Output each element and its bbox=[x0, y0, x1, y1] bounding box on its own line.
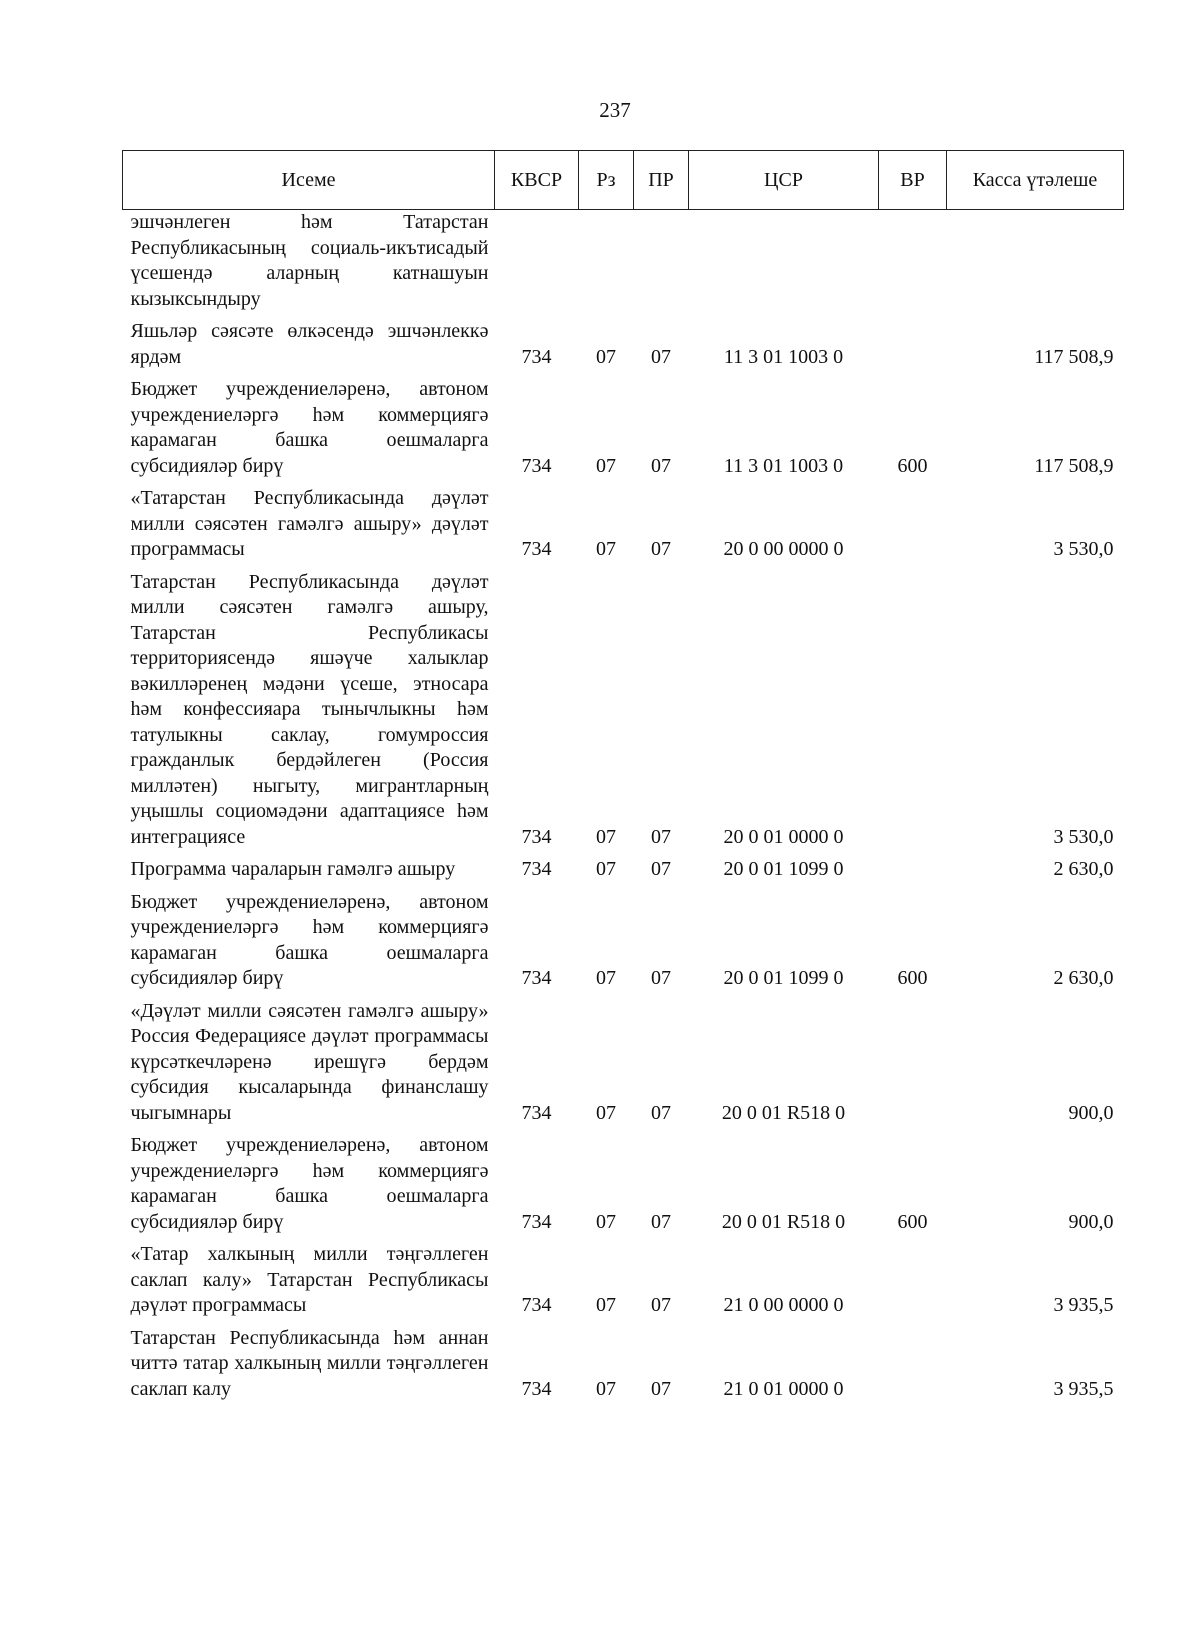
row-vr bbox=[879, 566, 947, 854]
row-pr bbox=[634, 210, 689, 316]
row-csr bbox=[689, 210, 879, 316]
header-csr: ЦСР bbox=[689, 151, 879, 210]
header-pr: ПР bbox=[634, 151, 689, 210]
row-vr: 600 bbox=[897, 454, 928, 477]
row-kvsr: 734 bbox=[521, 345, 552, 368]
row-kvsr: 734 bbox=[521, 1294, 552, 1316]
table-row bbox=[123, 1129, 1124, 1238]
row-kvsr: 734 bbox=[521, 1101, 552, 1124]
table-row bbox=[123, 373, 1124, 482]
row-csr: 20 0 01 0000 0 bbox=[723, 825, 844, 848]
row-rz: 07 bbox=[596, 858, 616, 880]
table-body bbox=[123, 210, 1124, 1406]
row-vr bbox=[879, 210, 947, 316]
row-name: эшчәнлеген һәм Татарстан Республикасының социаль-икътисадый үсешендә аларның катнашуын кызыксындыру bbox=[130, 211, 489, 310]
row-sum: 3 935,5 bbox=[1053, 1377, 1114, 1400]
row-pr: 07 bbox=[651, 858, 671, 880]
row-sum: 3 530,0 bbox=[1053, 825, 1114, 848]
row-pr: 07 bbox=[651, 454, 671, 477]
row-vr bbox=[879, 315, 947, 373]
row-name: Бюджет учреждениеләренә, автоном учреждениеләргә һәм коммерциягә карамаган башка оешмаларга субсидияләр бирү bbox=[130, 1134, 489, 1233]
row-csr: 20 0 00 0000 0 bbox=[723, 538, 844, 560]
row-pr: 07 bbox=[651, 1210, 671, 1233]
row-sum: 3 530,0 bbox=[1053, 538, 1114, 560]
header-rz: Рз bbox=[579, 151, 634, 210]
row-rz: 07 bbox=[596, 454, 616, 477]
row-rz: 07 bbox=[596, 1377, 616, 1400]
row-name: «Татарстан Республикасында дәүләт милли сәясәтен гамәлгә ашыру» дәүләт программасы bbox=[130, 487, 489, 560]
table-header bbox=[123, 151, 1124, 210]
row-pr: 07 bbox=[651, 1101, 671, 1124]
row-vr bbox=[879, 1322, 947, 1406]
row-kvsr: 734 bbox=[521, 538, 552, 560]
row-vr bbox=[879, 482, 947, 566]
table-row bbox=[123, 1238, 1124, 1322]
row-kvsr: 734 bbox=[521, 1377, 552, 1400]
row-kvsr: 734 bbox=[521, 454, 552, 477]
row-name: «Дәүләт милли сәясәтен гамәлгә ашыру» Россия Федерациясе дәүләт программасы күрсәткечләренә ирешүгә бердәм субсидия кысаларында финанслашу чыгымнары bbox=[130, 999, 489, 1124]
row-name: Татарстан Республикасында дәүләт милли сәясәтен гамәлгә ашыру, Татарстан Республикасы территориясендә яшәүче халыклар вәкилләренең мәдәни үсеше, этносара һәм конфессияара тынычлыкны һәм татулыкны саклау, гомумроссия гражданлык бердәйлеген (Россия милләтен) ныгыту, мигрантларның уңышлы социомәдәни адаптациясе һәм интеграциясе bbox=[130, 570, 489, 848]
row-sum: 3 935,5 bbox=[1053, 1294, 1114, 1316]
row-kvsr bbox=[495, 210, 579, 316]
row-pr: 07 bbox=[651, 345, 671, 368]
row-vr: 600 bbox=[897, 1210, 928, 1233]
row-rz: 07 bbox=[596, 345, 616, 368]
row-vr bbox=[879, 995, 947, 1130]
table-row bbox=[123, 995, 1124, 1130]
row-kvsr: 734 bbox=[521, 967, 552, 989]
row-kvsr: 734 bbox=[521, 858, 552, 880]
row-rz: 07 bbox=[596, 1294, 616, 1316]
row-vr bbox=[879, 1238, 947, 1322]
row-sum: 900,0 bbox=[1068, 1210, 1114, 1233]
table-row bbox=[123, 315, 1124, 373]
page-number: 237 bbox=[599, 98, 631, 122]
row-rz: 07 bbox=[596, 825, 616, 848]
row-sum: 117 508,9 bbox=[1034, 345, 1114, 368]
row-csr: 20 0 01 R518 0 bbox=[721, 1101, 846, 1124]
header-vr: ВР bbox=[879, 151, 947, 210]
row-sum: 900,0 bbox=[1068, 1101, 1114, 1124]
row-name: Программа чараларын гамәлгә ашыру bbox=[130, 858, 456, 880]
header-name: Исеме bbox=[123, 151, 495, 210]
row-sum: 117 508,9 bbox=[1034, 454, 1114, 477]
table-row bbox=[123, 1322, 1124, 1406]
table-row bbox=[123, 482, 1124, 566]
row-pr: 07 bbox=[651, 538, 671, 560]
row-vr: 600 bbox=[897, 967, 928, 989]
row-name: Бюджет учреждениеләренә, автоном учреждениеләргә һәм коммерциягә карамаган башка оешмаларга субсидияләр бирү bbox=[130, 378, 489, 477]
row-rz: 07 bbox=[596, 1101, 616, 1124]
row-name: Татарстан Республикасында һәм аннан читтә татар халкының милли тәңгәллеген саклап калу bbox=[130, 1326, 489, 1400]
header-sum: Касса үтәлеше bbox=[947, 151, 1124, 210]
row-pr: 07 bbox=[651, 825, 671, 848]
table-row bbox=[123, 566, 1124, 854]
row-sum: 2 630,0 bbox=[1053, 858, 1114, 880]
row-name: Бюджет учреждениеләренә, автоном учреждениеләргә һәм коммерциягә карамаган башка оешмаларга субсидияләр бирү bbox=[130, 890, 489, 989]
row-vr bbox=[879, 853, 947, 886]
row-csr: 11 3 01 1003 0 bbox=[723, 345, 844, 368]
row-name: Яшьләр сәясәте өлкәсендә эшчәнлеккә ярдәм bbox=[130, 320, 489, 368]
row-kvsr: 734 bbox=[521, 1210, 552, 1233]
row-rz: 07 bbox=[596, 1210, 616, 1233]
row-csr: 20 0 01 1099 0 bbox=[723, 967, 844, 989]
row-csr: 21 0 01 0000 0 bbox=[723, 1377, 844, 1400]
table-row bbox=[123, 886, 1124, 995]
row-name: «Татар халкының милли тәңгәллеген саклап калу» Татарстан Республикасы дәүләт программасы bbox=[130, 1243, 489, 1316]
row-csr: 20 0 01 1099 0 bbox=[723, 858, 844, 880]
row-kvsr: 734 bbox=[521, 825, 552, 848]
table-row bbox=[123, 853, 1124, 886]
row-rz bbox=[579, 210, 634, 316]
row-csr: 20 0 01 R518 0 bbox=[721, 1210, 846, 1233]
row-csr: 21 0 00 0000 0 bbox=[723, 1294, 844, 1316]
row-sum: 2 630,0 bbox=[1053, 967, 1114, 989]
table-row bbox=[123, 210, 1124, 316]
budget-table bbox=[122, 150, 1124, 1405]
row-pr: 07 bbox=[651, 1377, 671, 1400]
row-rz: 07 bbox=[596, 538, 616, 560]
row-sum bbox=[947, 210, 1124, 316]
row-pr: 07 bbox=[651, 1294, 671, 1316]
header-kvsr: КВСР bbox=[495, 151, 579, 210]
row-pr: 07 bbox=[651, 967, 671, 989]
row-csr: 11 3 01 1003 0 bbox=[723, 454, 844, 477]
row-rz: 07 bbox=[596, 967, 616, 989]
